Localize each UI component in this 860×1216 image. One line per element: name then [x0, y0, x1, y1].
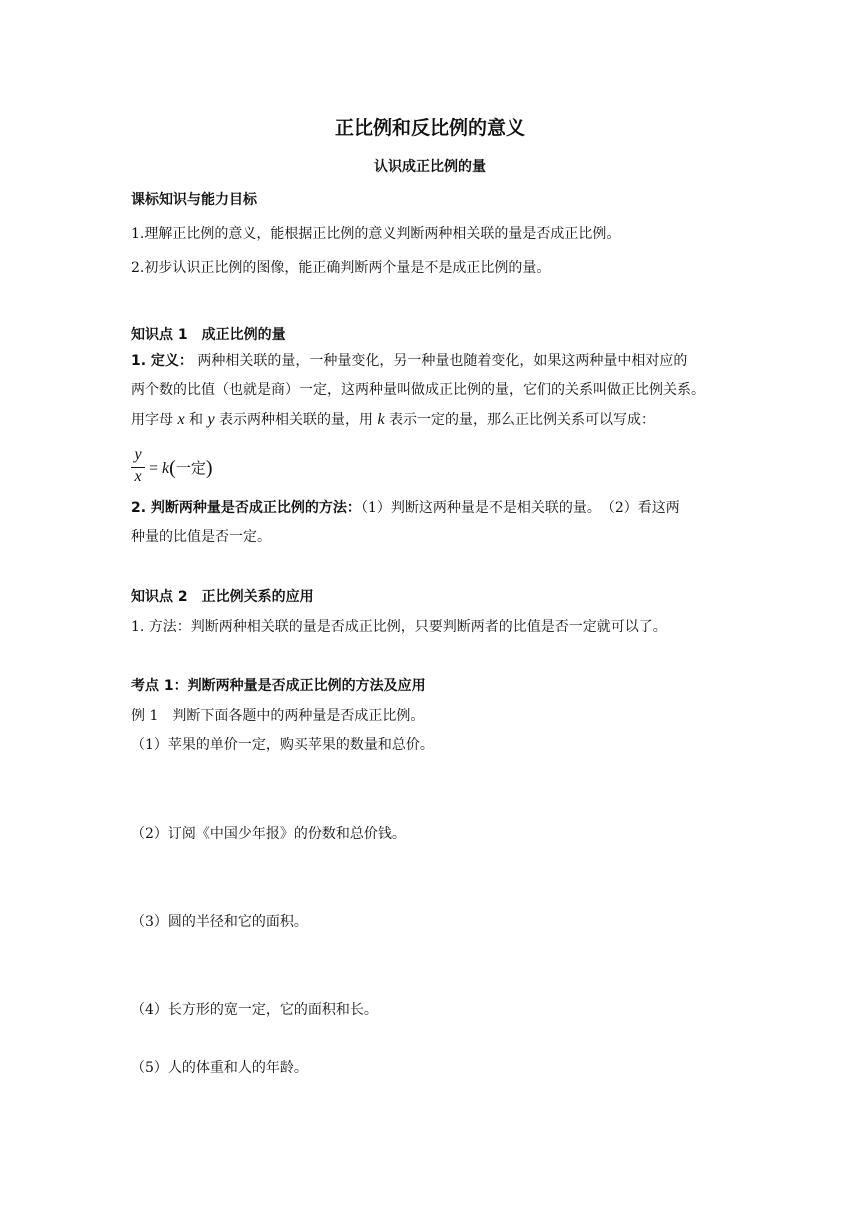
method-text: （1）判断这两种量是不是相关联的量。 （2）看这两 [360, 500, 680, 516]
test1-heading: 考点 1：判断两种量是否成正比例的方法及应用 [131, 678, 426, 694]
formula-rhs: = k(一定) [149, 457, 213, 479]
variable-x: x [177, 411, 185, 428]
proportion-formula [131, 446, 251, 488]
definition-line-2: 两个数的比值（也就是商）一定，这两种量叫做成正比例的量，它们的关系叫做正比例关系。 [131, 382, 705, 398]
formula-numerator: y [134, 446, 142, 463]
goal-item: 2.初步认识正比例的图像，能正确判断两个量是不是成正比例的量。 [131, 260, 551, 276]
definition-line-3: 用字母 x 和 y 表示两种相关联的量，用 k 表示一定的量，那么正比例关系可以写成： [131, 411, 656, 428]
exercise-item: （2）订阅《中国少年报》的份数和总价钱。 [131, 826, 406, 842]
exercise-item: （4）长方形的宽一定，它的面积和长。 [131, 1002, 378, 1018]
method-label: 2. 判断两种量是否成正比例的方法： [131, 500, 361, 516]
kp2-heading: 知识点 2 正比例关系的应用 [131, 589, 314, 605]
page-subtitle: 认识成正比例的量 [374, 159, 486, 175]
variable-y: y [207, 411, 215, 428]
formula-denominator: x [134, 468, 142, 485]
definition-line-1 [131, 351, 687, 371]
page-title: 正比例和反比例的意义 [334, 117, 525, 139]
definition-text: 两种相关联的量，一种量变化，另一种量也随着变化，如果这两种量中相对应的 [197, 353, 688, 369]
example-1: 例 1 判断下面各题中的两种量是否成正比例。 [131, 708, 425, 724]
method-line-1 [131, 498, 680, 518]
variable-k: k [377, 411, 385, 428]
goal-item: 1.理解正比例的意义，能根据正比例的意义判断两种相关联的量是否成正比例。 [131, 226, 621, 242]
exercise-item: （5）人的体重和人的年龄。 [131, 1060, 308, 1076]
kp1-heading: 知识点 1 成正比例的量 [131, 327, 286, 343]
exercise-item: （1）苹果的单价一定，购买苹果的数量和总价。 [131, 737, 434, 753]
definition-label: 1. 定义： [131, 353, 193, 369]
exercise-item: （3）圆的半径和它的面积。 [131, 914, 308, 930]
kp2-text: 1. 方法：判断两种相关联的量是否成正比例，只要判断两者的比值是否一定就可以了。 [131, 619, 667, 635]
goals-heading: 课标知识与能力目标 [131, 192, 257, 208]
method-line-2: 种量的比值是否一定。 [131, 529, 271, 545]
